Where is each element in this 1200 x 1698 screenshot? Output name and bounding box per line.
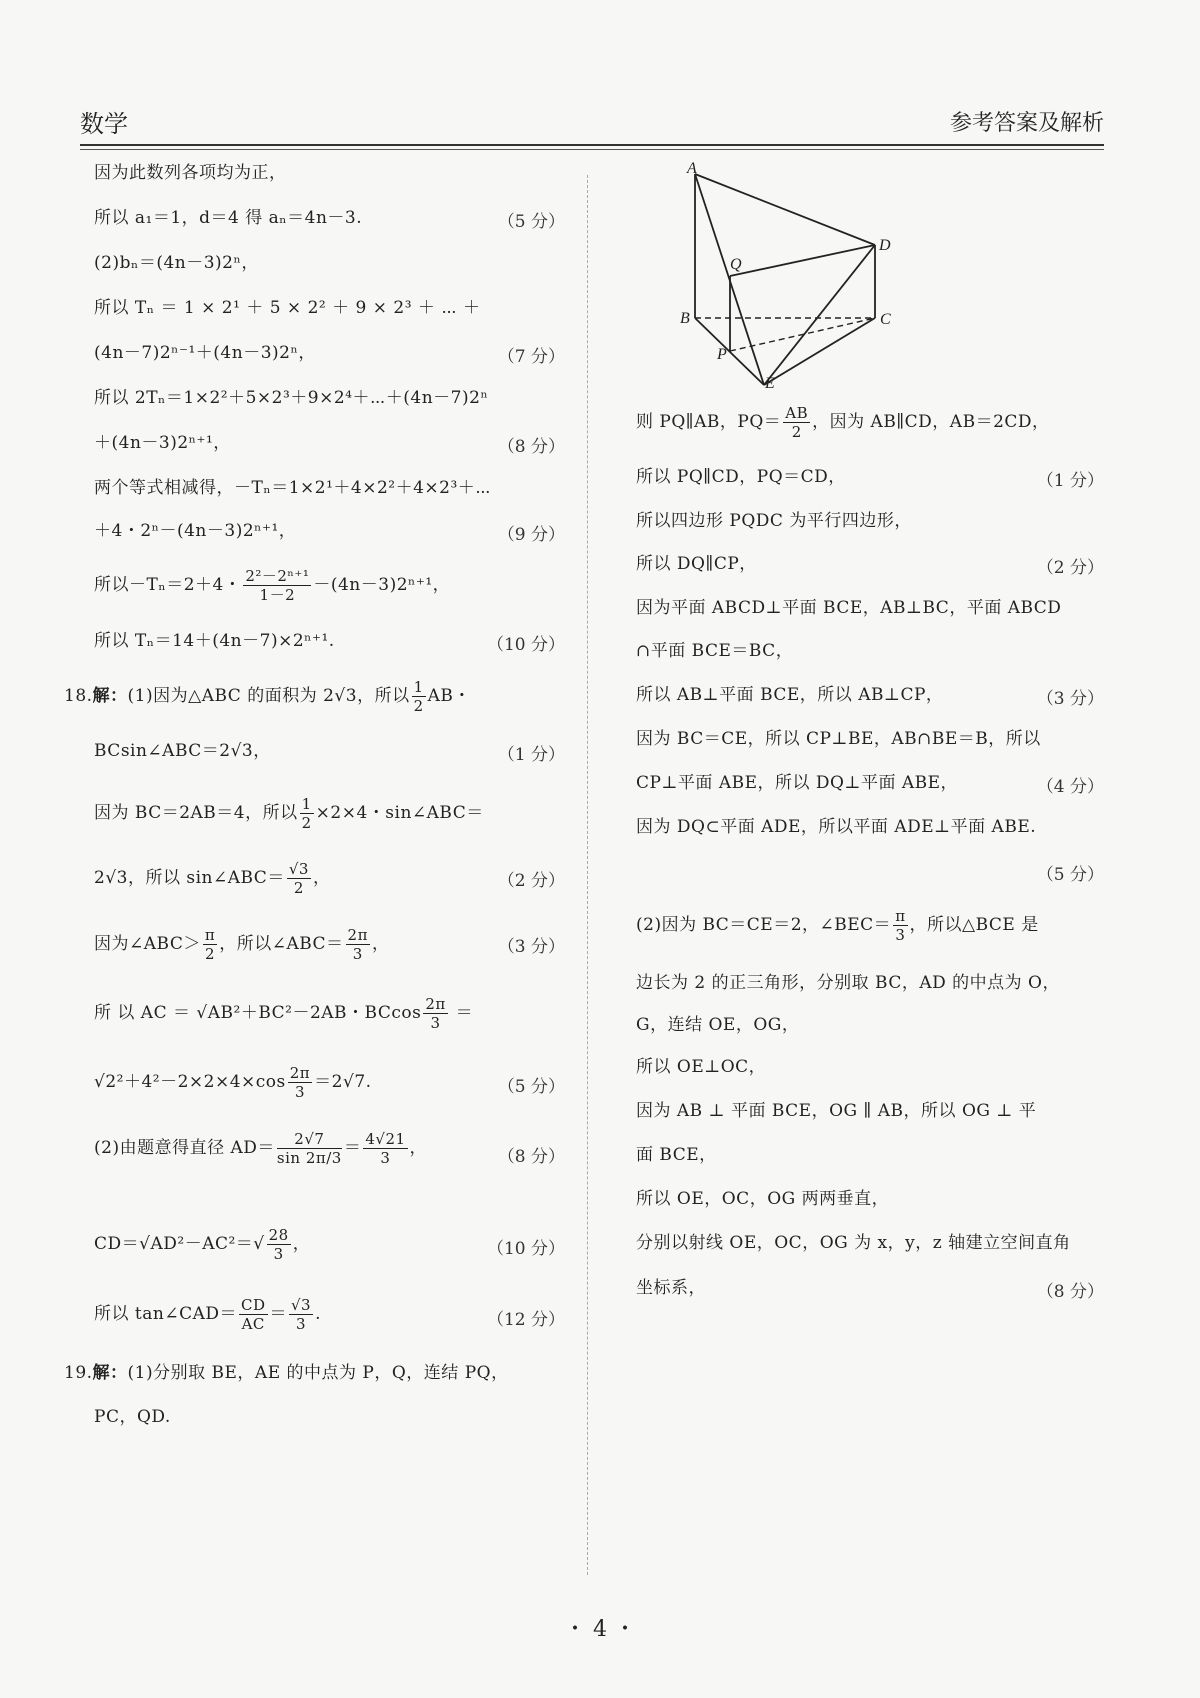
- question-19-line: [64, 1362, 509, 1384]
- question-number: 18.: [64, 686, 93, 706]
- text-line: CP⊥平面 ABE，所以 DQ⊥平面 ABE，: [636, 773, 959, 793]
- numerator: 2√7: [277, 1130, 342, 1149]
- denominator: AC: [241, 1315, 265, 1333]
- fraction: [300, 795, 314, 832]
- numerator: 2π: [347, 926, 368, 944]
- text-segment: ＝: [343, 1138, 362, 1158]
- text-line: (4n－7)2ⁿ⁻¹＋(4n－3)2ⁿ，: [94, 343, 316, 363]
- section-title: 参考答案及解析: [949, 111, 1104, 136]
- solution-label: 解：: [92, 686, 128, 706]
- score-mark: （8 分）: [497, 437, 565, 457]
- numerator: 1: [301, 795, 312, 813]
- denominator: 2: [293, 879, 304, 897]
- vertex-label-q: Q: [730, 256, 742, 273]
- text-line: 所以 Tₙ ＝ 1 × 2¹ ＋ 5 × 2² ＋ 9 × 2³ ＋ ⋯ ＋: [94, 298, 481, 318]
- denominator: 3: [380, 1149, 391, 1167]
- text-line: 面 BCE，: [636, 1145, 717, 1165]
- fraction: [239, 1296, 268, 1333]
- denominator: 3: [294, 1083, 305, 1101]
- formula-line: [94, 1296, 321, 1333]
- fraction: [412, 678, 426, 715]
- text-segment: (1)因为△ABC 的面积为 2√3，所以: [127, 686, 410, 706]
- vertex-label-a: A: [687, 160, 697, 177]
- numerator: AB: [785, 404, 809, 422]
- text-line: 分别以射线 OE，OC，OG 为 x，y，z 轴建立空间直角: [636, 1233, 1071, 1253]
- geometry-diagram: [680, 160, 990, 420]
- numerator: 4√21: [365, 1130, 406, 1148]
- numerator: √3: [288, 860, 309, 878]
- denominator: 3: [352, 945, 363, 963]
- text-segment: ，: [312, 868, 331, 888]
- score-mark: （4 分）: [1036, 777, 1104, 797]
- vertex-label-p: P: [717, 346, 727, 363]
- text-line: 所以 AB⊥平面 BCE，所以 AB⊥CP，: [636, 685, 944, 705]
- score-mark: （1 分）: [1036, 471, 1104, 491]
- formula-line: [94, 926, 389, 963]
- text-segment: .: [315, 1304, 322, 1324]
- vertex-label-c: C: [880, 311, 891, 328]
- radical-expression: CD＝√AD²－AC²＝√: [94, 1234, 265, 1254]
- text-segment: 所以 tan∠CAD＝: [94, 1304, 237, 1324]
- fraction: [783, 404, 810, 441]
- text-segment: 则 PQ∥AB，PQ＝: [636, 412, 782, 432]
- text-segment: ，所以∠ABC＝: [219, 934, 344, 954]
- text-segment: ，: [292, 1234, 311, 1254]
- numerator: 2π: [289, 1064, 311, 1082]
- formula-line: [94, 995, 473, 1032]
- page-number: ・ 4 ・: [564, 1617, 636, 1642]
- page-header: [80, 104, 1104, 144]
- text-line: PC，QD.: [94, 1407, 171, 1427]
- text-line: 边长为 2 的正三角形，分别取 BC，AD 的中点为 O，: [636, 973, 1060, 993]
- text-segment: ＝: [269, 1304, 287, 1324]
- text-segment: ，因为 AB∥CD，AB＝2CD，: [812, 412, 1050, 432]
- numerator: 2²－2ⁿ⁺¹: [245, 567, 310, 585]
- score-mark: （12 分）: [486, 1310, 565, 1330]
- text-line: BCsin∠ABC＝2√3，: [94, 741, 271, 761]
- fraction: [267, 1226, 291, 1263]
- score-mark: （10 分）: [486, 635, 565, 655]
- fraction: [287, 860, 311, 897]
- column-divider: [587, 175, 588, 1575]
- score-mark: （1 分）: [497, 745, 565, 765]
- score-mark: （8 分）: [1036, 1282, 1104, 1302]
- text-segment: (1)分别取 BE，AE 的中点为 P，Q，连结 PQ，: [127, 1363, 509, 1383]
- text-segment: ，: [409, 1138, 428, 1158]
- text-segment: 所 以 AC ＝: [94, 1003, 191, 1023]
- score-mark: （8 分）: [497, 1147, 565, 1167]
- question-18-line: [64, 678, 471, 715]
- fraction: [423, 995, 447, 1032]
- text-segment: 2√3，所以 sin∠ABC＝: [94, 868, 285, 888]
- numerator: π: [204, 926, 216, 944]
- edge-ce: [764, 318, 875, 385]
- text-segment: (2)由题意得直径 AD＝: [94, 1138, 275, 1158]
- fraction: [363, 1130, 407, 1167]
- numerator: π: [895, 907, 906, 925]
- radical-expression: √2²＋4²－2×2×4×cos: [94, 1072, 286, 1092]
- denominator: 3: [296, 1315, 307, 1333]
- text-line: 因为 BC＝CE，所以 CP⊥BE，AB∩BE＝B，所以: [636, 729, 1041, 749]
- numerator: 1: [413, 678, 424, 696]
- text-line: 所以四边形 PQDC 为平行四边形，: [636, 511, 912, 531]
- text-line: 所以 2Tₙ＝1×2²＋5×2³＋9×2⁴＋⋯＋(4n－7)2ⁿ: [94, 388, 489, 408]
- denominator: 3: [273, 1245, 284, 1263]
- denominator: sin 2π/3: [276, 1149, 342, 1167]
- numerator: 28: [268, 1226, 289, 1244]
- denominator: 1－2: [259, 586, 296, 604]
- fraction: [243, 567, 311, 604]
- formula-line: [636, 404, 1050, 441]
- text-segment: ，: [371, 934, 390, 954]
- text-line: ＋(4n－3)2ⁿ⁺¹，: [94, 433, 231, 453]
- formula-line: [94, 860, 330, 897]
- text-segment: 所以－Tₙ＝2＋4・: [94, 575, 242, 595]
- text-line: 所以 DQ∥CP，: [636, 554, 757, 574]
- score-mark: （7 分）: [497, 347, 565, 367]
- question-number: 19.: [64, 1363, 93, 1383]
- formula-line: [94, 567, 450, 604]
- text-line: 因为平面 ABCD⊥平面 BCE，AB⊥BC，平面 ABCD: [636, 598, 1062, 618]
- score-mark: （3 分）: [1036, 689, 1104, 709]
- vertex-label-b: B: [680, 310, 690, 327]
- text-line: 所以 a₁＝1，d＝4 得 aₙ＝4n－3.: [94, 208, 363, 228]
- text-line: 所以 PQ∥CD，PQ＝CD，: [636, 467, 846, 487]
- denominator: 2: [413, 697, 424, 715]
- formula-line: [94, 1130, 427, 1167]
- header-rule: [80, 144, 1104, 146]
- fraction: [893, 907, 907, 944]
- score-mark: （10 分）: [486, 1239, 565, 1259]
- score-mark: （2 分）: [497, 871, 565, 891]
- denominator: 2: [791, 423, 802, 441]
- text-line: 所以 Tₙ＝14＋(4n－7)×2ⁿ⁺¹.: [94, 631, 335, 651]
- solution-label: 解：: [92, 1363, 128, 1383]
- score-mark: （2 分）: [1036, 558, 1104, 578]
- fraction: [346, 926, 370, 963]
- formula-line: [94, 1064, 372, 1101]
- text-line: ∩平面 BCE＝BC，: [636, 641, 794, 661]
- text-segment: (2)因为 BC＝CE＝2，∠BEC＝: [636, 915, 892, 935]
- numerator: CD: [240, 1296, 266, 1314]
- denominator: 2: [301, 814, 312, 832]
- text-line: 所以 OE⊥OC，: [636, 1057, 767, 1077]
- fraction: [288, 1064, 312, 1101]
- edge-pc-hidden: [730, 318, 875, 351]
- text-line: 两个等式相减得，－Tₙ＝1×2¹＋4×2²＋4×2³＋⋯: [94, 478, 492, 498]
- text-line: (2)bₙ＝(4n－3)2ⁿ，: [94, 253, 259, 273]
- score-mark: （3 分）: [497, 937, 565, 957]
- numerator: 2π: [425, 995, 446, 1013]
- text-line: 坐标系，: [636, 1278, 706, 1298]
- numerator: √3: [291, 1296, 312, 1314]
- formula-line: [94, 795, 484, 832]
- radical-expression: √AB²＋BC²－2AB・BCcos: [196, 1003, 422, 1023]
- vertex-label-d: D: [879, 237, 891, 254]
- text-line: ＋4・2ⁿ－(4n－3)2ⁿ⁺¹，: [94, 521, 297, 541]
- text-line: G，连结 OE，OG，: [636, 1015, 800, 1035]
- edge-ad: [695, 174, 875, 245]
- fraction: [203, 926, 217, 963]
- text-line: 因为 DQ⊂平面 ADE，所以平面 ADE⊥平面 ABE.: [636, 817, 1037, 837]
- text-line: 因为此数列各项均为正，: [94, 163, 287, 183]
- text-segment: ×2×4・sin∠ABC＝: [315, 803, 484, 823]
- text-segment: ＝2√7.: [314, 1072, 372, 1092]
- text-segment: 因为 BC＝2AB＝4，所以: [94, 803, 298, 823]
- text-line: 因为 AB ⊥ 平面 BCE，OG ∥ AB，所以 OG ⊥ 平: [636, 1101, 1037, 1121]
- text-segment: ＝: [455, 1003, 474, 1023]
- formula-line: [636, 907, 1039, 944]
- score-mark: （9 分）: [497, 525, 565, 545]
- score-mark: （5 分）: [497, 212, 565, 232]
- score-mark: （5 分）: [1036, 865, 1104, 885]
- text-line: 所以 OE，OC，OG 两两垂直，: [636, 1189, 890, 1209]
- vertex-label-e: E: [765, 375, 775, 392]
- formula-line: [94, 1226, 310, 1263]
- score-mark: （5 分）: [497, 1077, 565, 1097]
- text-segment: 因为∠ABC＞: [94, 934, 201, 954]
- text-segment: －(4n－3)2ⁿ⁺¹，: [313, 575, 451, 595]
- subject-title: 数学: [80, 110, 128, 138]
- denominator: 3: [895, 926, 906, 944]
- denominator: 2: [205, 945, 216, 963]
- text-segment: AB・: [427, 686, 471, 706]
- fraction: [289, 1296, 313, 1333]
- denominator: 3: [430, 1014, 441, 1032]
- header-rule-thin: [80, 149, 1104, 150]
- fraction: [277, 1130, 342, 1167]
- text-segment: ，所以△BCE 是: [909, 915, 1039, 935]
